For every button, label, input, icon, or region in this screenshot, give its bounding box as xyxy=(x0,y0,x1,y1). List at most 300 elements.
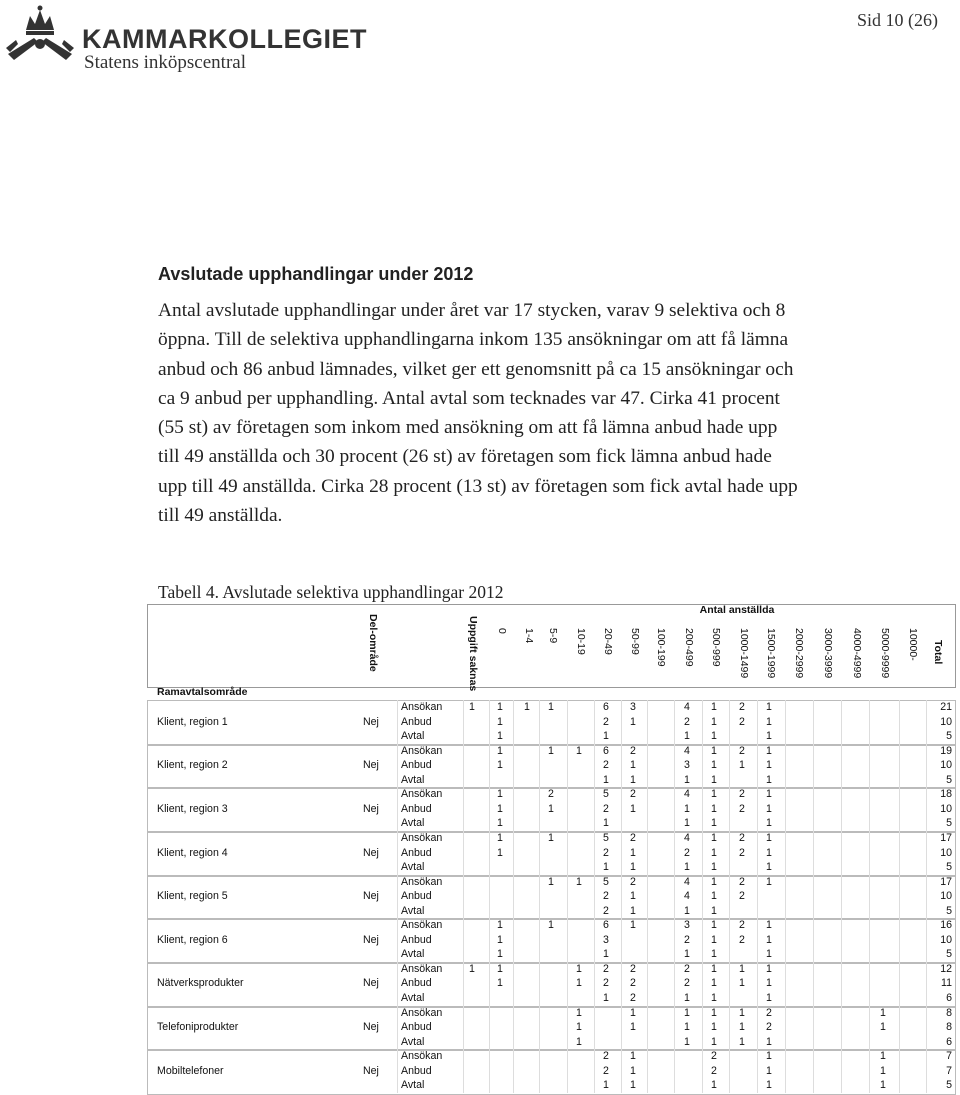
table-cell: 1 xyxy=(576,977,582,990)
grid-line xyxy=(594,700,595,1093)
table-cell: 1 xyxy=(766,773,772,786)
table-cell: 1 xyxy=(497,759,503,772)
table-row xyxy=(147,890,956,905)
row-type: Ansökan xyxy=(401,701,443,713)
table-cell: 1 xyxy=(711,890,717,903)
row-type: Ansökan xyxy=(401,831,443,844)
table-cell: 2 xyxy=(711,1050,717,1063)
table-cell: 1 xyxy=(603,817,609,830)
grid-line xyxy=(757,700,758,1093)
grid-line xyxy=(463,700,464,1093)
table-cell: 2 xyxy=(739,875,745,888)
row-type: Anbud xyxy=(401,802,432,815)
table-cell: 1 xyxy=(497,919,503,932)
table-cell: 1 xyxy=(603,992,609,1004)
table-cell: 1 xyxy=(711,817,717,830)
table-cell: 1 xyxy=(766,701,772,713)
table-cell: 2 xyxy=(739,933,745,946)
table-cell: 1 xyxy=(766,948,772,961)
table-cell: 1 xyxy=(711,831,717,844)
table-cell: 2 xyxy=(739,919,745,932)
table-cell: 2 xyxy=(766,1021,772,1034)
table-cell: 1 xyxy=(497,817,503,830)
table-cell: 2 xyxy=(684,962,690,975)
table-cell: 2 xyxy=(684,977,690,990)
row-type: Avtal xyxy=(401,817,425,830)
delomrade-value: Nej xyxy=(363,846,379,859)
row-total: 21 xyxy=(940,701,952,713)
table-cell: 1 xyxy=(603,773,609,786)
table-cell: 1 xyxy=(880,1079,886,1092)
delomrade-value: Nej xyxy=(363,759,379,772)
table-cell: 1 xyxy=(739,962,745,975)
table-cell: 2 xyxy=(603,977,609,990)
table-cell: 2 xyxy=(630,977,636,990)
table-cell: 3 xyxy=(684,919,690,932)
grid-line xyxy=(841,700,842,1093)
table-cell: 2 xyxy=(739,802,745,815)
table-cell: 1 xyxy=(684,861,690,874)
table-row xyxy=(147,817,956,832)
table-row xyxy=(147,730,956,745)
table-cell: 1 xyxy=(684,1021,690,1034)
brand-name: KAMMARKOLLEGIET xyxy=(82,24,367,54)
table-cell: 1 xyxy=(630,919,636,932)
grid-line xyxy=(926,700,927,1093)
size-column-label: 5000-9999 xyxy=(879,628,891,679)
table-row xyxy=(147,934,956,949)
row-type: Ansökan xyxy=(401,744,443,757)
table-cell: 2 xyxy=(739,846,745,859)
area-name: Klient, region 3 xyxy=(157,802,228,815)
table-cell: 1 xyxy=(739,1006,745,1019)
row-type: Anbud xyxy=(401,933,432,946)
size-column-label: 100-199 xyxy=(655,628,667,667)
area-name: Klient, region 5 xyxy=(157,890,228,903)
table-cell: 3 xyxy=(630,701,636,713)
table-cell: 2 xyxy=(603,759,609,772)
grid-line xyxy=(621,700,622,1093)
table-cell: 1 xyxy=(766,788,772,801)
area-name: Mobiltelefoner xyxy=(157,1064,224,1077)
row-type: Avtal xyxy=(401,1079,425,1092)
table-cell: 1 xyxy=(497,701,503,713)
delomrade-value: Nej xyxy=(363,1021,379,1034)
table-cell: 3 xyxy=(603,933,609,946)
table-cell: 1 xyxy=(497,715,503,728)
table-row xyxy=(147,1021,956,1036)
table-cell: 1 xyxy=(684,730,690,743)
size-column-label: 500-999 xyxy=(710,628,722,667)
table-cell: 1 xyxy=(711,904,717,917)
table-cell: 1 xyxy=(711,1021,717,1034)
delomrade-value: Nej xyxy=(363,715,379,728)
table-cell: 1 xyxy=(711,875,717,888)
size-column-label: 2000-2999 xyxy=(793,628,805,679)
table-cell: 1 xyxy=(630,890,636,903)
delomrade-value: Nej xyxy=(363,802,379,815)
table-cell: 1 xyxy=(766,875,772,888)
table-row xyxy=(147,992,956,1007)
row-total: 8 xyxy=(946,1006,952,1019)
total-label: Total xyxy=(932,640,944,665)
row-total: 18 xyxy=(940,788,952,801)
table-cell: 1 xyxy=(630,773,636,786)
table-cell: 2 xyxy=(684,846,690,859)
row-total: 6 xyxy=(946,992,952,1004)
table-cell: 1 xyxy=(684,1035,690,1048)
table-cell: 1 xyxy=(766,977,772,990)
table-cell: 1 xyxy=(711,977,717,990)
table-cell: 2 xyxy=(739,890,745,903)
table-cell: 2 xyxy=(684,933,690,946)
row-total: 12 xyxy=(940,962,952,975)
area-name: Klient, region 4 xyxy=(157,846,228,859)
table-cell: 4 xyxy=(684,831,690,844)
table-cell: 1 xyxy=(684,1006,690,1019)
grid-line xyxy=(702,700,703,1093)
row-total: 10 xyxy=(940,715,952,728)
table-cell: 1 xyxy=(684,948,690,961)
table-cell: 2 xyxy=(548,788,554,801)
row-type: Avtal xyxy=(401,948,425,961)
table-row xyxy=(147,716,956,731)
row-total: 5 xyxy=(946,904,952,917)
table-cell: 1 xyxy=(630,846,636,859)
table-cell: 1 xyxy=(576,875,582,888)
table-cell: 1 xyxy=(766,933,772,946)
table-cell: 1 xyxy=(497,802,503,815)
table-cell: 1 xyxy=(630,759,636,772)
table-cell: 1 xyxy=(766,730,772,743)
grid-line xyxy=(397,700,398,1093)
table-cell: 1 xyxy=(711,1006,717,1019)
row-total: 5 xyxy=(946,730,952,743)
row-type: Ansökan xyxy=(401,1006,443,1019)
ramavtal-label: Ramavtalsområde xyxy=(157,686,248,698)
table-cell: 2 xyxy=(603,846,609,859)
row-type: Anbud xyxy=(401,846,432,859)
table-cell: 1 xyxy=(880,1006,886,1019)
table-cell: 1 xyxy=(766,744,772,757)
table-cell: 2 xyxy=(766,1006,772,1019)
table-cell: 1 xyxy=(711,788,717,801)
table-cell: 2 xyxy=(603,962,609,975)
table-cell: 2 xyxy=(739,788,745,801)
row-type: Ansökan xyxy=(401,875,443,888)
table-cell: 6 xyxy=(603,919,609,932)
table-cell: 2 xyxy=(630,962,636,975)
row-total: 17 xyxy=(940,831,952,844)
row-type: Avtal xyxy=(401,1035,425,1048)
row-total: 5 xyxy=(946,773,952,786)
antal-anstallda-label: Antal anställda xyxy=(699,604,775,616)
table-cell: 1 xyxy=(497,962,503,975)
grid-line xyxy=(513,700,514,1093)
row-type: Avtal xyxy=(401,861,425,874)
table-cell: 1 xyxy=(766,1079,772,1092)
table-cell: 1 xyxy=(548,919,554,932)
table-row xyxy=(147,905,956,920)
table-cell: 1 xyxy=(603,730,609,743)
table-cell: 2 xyxy=(739,831,745,844)
crown-emblem-icon xyxy=(4,4,76,64)
row-type: Anbud xyxy=(401,1064,432,1077)
table-cell: 1 xyxy=(469,962,475,975)
header-frame xyxy=(147,604,956,688)
row-total: 10 xyxy=(940,759,952,772)
size-column-label: 10000- xyxy=(907,628,919,661)
table-row xyxy=(147,745,956,760)
table-cell: 2 xyxy=(630,744,636,757)
table-cell: 1 xyxy=(497,977,503,990)
table-cell: 1 xyxy=(630,1079,636,1092)
area-name: Klient, region 2 xyxy=(157,759,228,772)
table-cell: 1 xyxy=(766,846,772,859)
table-row xyxy=(147,1065,956,1080)
table-cell: 2 xyxy=(684,715,690,728)
table-cell: 1 xyxy=(711,1079,717,1092)
row-type: Ansökan xyxy=(401,962,443,975)
table-cell: 1 xyxy=(684,802,690,815)
table-cell: 1 xyxy=(630,861,636,874)
body-paragraph: Antal avslutade upphandlingar under året var 17 stycken, varav 9 selektiva och 8 öppna. Till de selektiva upphandlingarna inkom 135 ansökningar om att få lämna anbud och 86 anbud lämnades, vilket ger ett genomsnitt på ca 15 ansökningar och ca 9 anbud per upphandling. Antal avtal som tecknades var 47. Cirka 41 procent (55 st) av företagen som inkom med ansökning om att få lämna anbud hade upp till 49 anställda och 30 procent (26 st) av företagen som fick lämna anbud hade upp till 49 anställda. Cirka 28 procent (13 st) av företagen som fick avtal hade upp till 49 anställda. xyxy=(158,300,798,527)
table-cell: 5 xyxy=(603,831,609,844)
table-cell: 1 xyxy=(497,846,503,859)
area-name: Klient, region 6 xyxy=(157,933,228,946)
table-row xyxy=(147,977,956,992)
table-cell: 4 xyxy=(684,890,690,903)
table-cell: 1 xyxy=(548,831,554,844)
table-cell: 1 xyxy=(497,933,503,946)
table-cell: 2 xyxy=(603,890,609,903)
table-cell: 1 xyxy=(576,1035,582,1048)
size-column-label: 20-49 xyxy=(602,628,614,655)
size-column-label: 1-4 xyxy=(523,628,535,644)
delomrade-label: Del-område xyxy=(367,614,379,672)
table-cell: 1 xyxy=(739,977,745,990)
table-row xyxy=(147,1036,956,1051)
grid-line xyxy=(869,700,870,1093)
grid-line xyxy=(813,700,814,1093)
table-cell: 2 xyxy=(739,701,745,713)
table-row xyxy=(147,1079,956,1094)
row-total: 11 xyxy=(941,977,952,990)
row-total: 5 xyxy=(946,817,952,830)
table-cell: 2 xyxy=(603,1050,609,1063)
size-column-label: 4000-4999 xyxy=(851,628,863,679)
table-cell: 2 xyxy=(739,715,745,728)
table-cell: 1 xyxy=(576,1006,582,1019)
table-cell: 1 xyxy=(711,846,717,859)
table-cell: 1 xyxy=(684,992,690,1004)
table-cell: 1 xyxy=(576,1021,582,1034)
table-cell: 1 xyxy=(576,962,582,975)
table-cell: 1 xyxy=(711,701,717,713)
table-cell: 2 xyxy=(630,831,636,844)
table-cell: 1 xyxy=(630,1050,636,1063)
table-cell: 1 xyxy=(711,919,717,932)
delomrade-value: Nej xyxy=(363,890,379,903)
procurement-table xyxy=(147,604,956,1092)
table-cell: 5 xyxy=(603,875,609,888)
grid-line xyxy=(539,700,540,1093)
row-type: Anbud xyxy=(401,977,432,990)
table-cell: 1 xyxy=(880,1050,886,1063)
size-column-label: 3000-3999 xyxy=(822,628,834,679)
table-cell: 1 xyxy=(711,759,717,772)
table-cell: 1 xyxy=(711,730,717,743)
delomrade-value: Nej xyxy=(363,1064,379,1077)
size-column-label: 50-99 xyxy=(629,628,641,655)
grid-line xyxy=(647,700,648,1093)
row-type: Anbud xyxy=(401,1021,432,1034)
table-cell: 1 xyxy=(630,715,636,728)
table-row xyxy=(147,861,956,876)
table-cell: 2 xyxy=(711,1064,717,1077)
row-type: Avtal xyxy=(401,773,425,786)
row-total: 5 xyxy=(946,861,952,874)
table-cell: 1 xyxy=(739,759,745,772)
table-cell: 2 xyxy=(603,802,609,815)
area-name: Klient, region 1 xyxy=(157,715,228,728)
area-name: Nätverksprodukter xyxy=(157,977,244,990)
row-type: Avtal xyxy=(401,730,425,743)
table-cell: 1 xyxy=(739,1021,745,1034)
table-cell: 1 xyxy=(630,904,636,917)
kammarkollegiet-logo xyxy=(4,4,367,74)
table-cell: 1 xyxy=(684,773,690,786)
table-cell: 1 xyxy=(548,744,554,757)
table-cell: 1 xyxy=(603,948,609,961)
area-name: Telefoniprodukter xyxy=(157,1021,239,1034)
row-type: Ansökan xyxy=(401,788,443,801)
table-cell: 1 xyxy=(766,861,772,874)
table-cell: 1 xyxy=(766,1035,772,1048)
table-cell: 1 xyxy=(766,817,772,830)
grid-line xyxy=(567,700,568,1093)
table-row xyxy=(147,948,956,963)
table-cell: 1 xyxy=(603,861,609,874)
table-cell: 1 xyxy=(711,962,717,975)
table-row xyxy=(147,832,956,847)
row-total: 17 xyxy=(940,875,952,888)
table-row xyxy=(147,759,956,774)
table-cell: 1 xyxy=(711,933,717,946)
row-type: Anbud xyxy=(401,759,432,772)
table-cell: 1 xyxy=(739,1035,745,1048)
table-cell: 1 xyxy=(497,788,503,801)
table-cell: 3 xyxy=(684,759,690,772)
grid-line xyxy=(899,700,900,1093)
table-cell: 2 xyxy=(739,744,745,757)
table-cell: 4 xyxy=(684,788,690,801)
table-cell: 2 xyxy=(630,992,636,1004)
table-cell: 1 xyxy=(684,904,690,917)
table-cell: 1 xyxy=(524,701,530,713)
row-type: Ansökan xyxy=(401,1050,443,1063)
row-type: Anbud xyxy=(401,715,432,728)
table-cell: 1 xyxy=(766,962,772,975)
size-column-label: 10-19 xyxy=(575,628,587,655)
brand-subtitle: Statens inköpscentral xyxy=(84,52,246,73)
grid-line xyxy=(674,700,675,1093)
table-cell: 1 xyxy=(711,744,717,757)
table-cell: 1 xyxy=(766,802,772,815)
table-cell: 1 xyxy=(684,817,690,830)
table-cell: 1 xyxy=(766,759,772,772)
section-heading: Avslutade upphandlingar under 2012 xyxy=(158,264,474,284)
row-type: Ansökan xyxy=(401,919,443,932)
size-column-label: 1500-1999 xyxy=(765,628,777,679)
table-cell: 4 xyxy=(684,744,690,757)
table-cell: 1 xyxy=(880,1021,886,1034)
table-cell: 5 xyxy=(603,788,609,801)
grid-line xyxy=(489,700,490,1093)
row-total: 16 xyxy=(940,919,952,932)
table-caption: Tabell 4. Avslutade selektiva upphandlingar 2012 xyxy=(158,582,504,602)
row-type: Avtal xyxy=(401,992,425,1004)
table-cell: 1 xyxy=(766,992,772,1004)
grid-line xyxy=(729,700,730,1093)
table-row xyxy=(147,919,956,934)
table-cell: 2 xyxy=(603,904,609,917)
table-cell: 1 xyxy=(497,730,503,743)
table-cell: 1 xyxy=(630,1021,636,1034)
delomrade-value: Nej xyxy=(363,933,379,946)
size-column-label: 5-9 xyxy=(547,628,559,644)
table-row xyxy=(147,876,956,891)
row-total: 6 xyxy=(946,1035,952,1048)
table-cell: 1 xyxy=(711,1035,717,1048)
size-column-label: 200-499 xyxy=(683,628,695,667)
table-cell: 1 xyxy=(548,875,554,888)
size-column-label: 1000-1499 xyxy=(738,628,750,679)
table-cell: 1 xyxy=(630,1006,636,1019)
size-column-label: 0 xyxy=(496,628,508,634)
table-row xyxy=(147,803,956,818)
row-total: 10 xyxy=(940,846,952,859)
row-total: 5 xyxy=(946,1079,952,1092)
table-row xyxy=(147,701,956,716)
table-row xyxy=(147,963,956,978)
grid-line xyxy=(785,700,786,1093)
row-total: 10 xyxy=(940,890,952,903)
table-cell: 1 xyxy=(711,773,717,786)
table-cell: 1 xyxy=(766,1050,772,1063)
table-cell: 1 xyxy=(711,715,717,728)
table-cell: 1 xyxy=(630,1064,636,1077)
table-cell: 1 xyxy=(766,919,772,932)
uppgift-saknas-label: Uppgift saknas xyxy=(467,616,479,692)
table-row xyxy=(147,788,956,803)
row-total: 5 xyxy=(946,948,952,961)
delomrade-value: Nej xyxy=(363,977,379,990)
table-cell: 1 xyxy=(497,831,503,844)
table-cell: 1 xyxy=(630,802,636,815)
table-cell: 4 xyxy=(684,701,690,713)
table-row xyxy=(147,1050,956,1065)
table-cell: 6 xyxy=(603,744,609,757)
table-cell: 2 xyxy=(603,1064,609,1077)
table-cell: 2 xyxy=(603,715,609,728)
table-cell: 1 xyxy=(603,1079,609,1092)
table-row xyxy=(147,847,956,862)
table-cell: 1 xyxy=(766,1064,772,1077)
table-cell: 1 xyxy=(497,948,503,961)
table-cell: 1 xyxy=(548,701,554,713)
table-cell: 6 xyxy=(603,701,609,713)
